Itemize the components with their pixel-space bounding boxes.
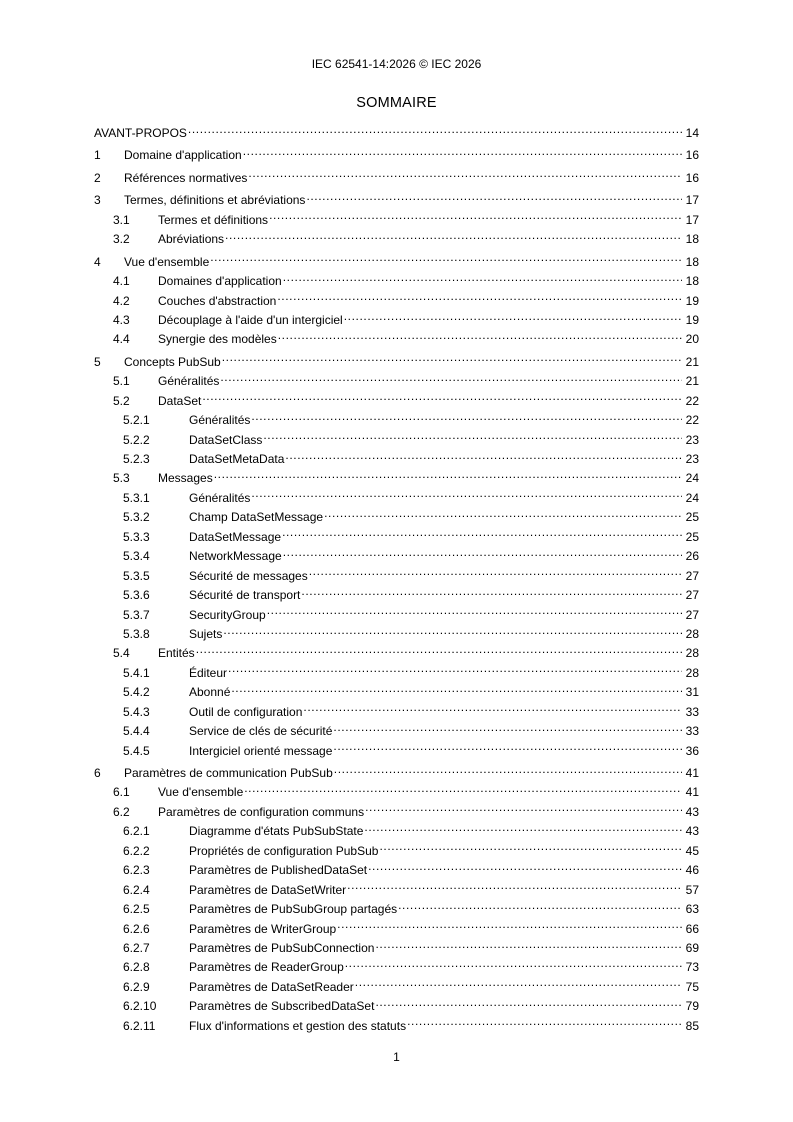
- toc-entry-title: Domaines d'application: [158, 274, 282, 289]
- toc-leader-dots: [202, 393, 682, 405]
- toc-entry[interactable]: [94, 191, 699, 210]
- toc-entry[interactable]: [94, 842, 699, 861]
- toc-leader-dots: [277, 293, 682, 305]
- toc-entry-number: 3: [94, 193, 101, 208]
- toc-entry[interactable]: [94, 489, 699, 508]
- toc-entry[interactable]: [94, 292, 699, 311]
- toc-entry-number: 5.4.1: [123, 665, 150, 680]
- toc-entry-title: Paramètres de DataSetWriter: [189, 882, 347, 897]
- toc-entry-page: 75: [685, 979, 699, 994]
- toc-entry-number: 4: [94, 254, 101, 269]
- toc-entry[interactable]: [94, 567, 699, 586]
- toc-entry-number: 5: [94, 354, 101, 369]
- toc-entry-number: 5.3.4: [123, 549, 150, 564]
- toc-entry-title: Sécurité de transport: [189, 588, 301, 603]
- toc-entry-page: 17: [685, 212, 699, 227]
- toc-entry-title: Intergiciel orienté message: [189, 743, 333, 758]
- toc-leader-dots: [368, 862, 682, 874]
- toc-entry-number: 5.2.3: [123, 452, 150, 466]
- toc-entry[interactable]: [94, 722, 699, 741]
- toc-leader-dots: [303, 704, 682, 716]
- toc-leader-dots: [225, 231, 682, 243]
- toc-entry-page: 79: [685, 999, 699, 1014]
- toc-entry[interactable]: [94, 272, 699, 291]
- toc-entry[interactable]: [94, 450, 699, 469]
- page-title: SOMMAIRE: [356, 95, 437, 111]
- toc-entry[interactable]: [94, 958, 699, 977]
- toc-entry[interactable]: [94, 353, 699, 372]
- toc-entry-page: 28: [685, 665, 699, 680]
- toc-entry-title: Service de clés de sécurité: [189, 724, 333, 739]
- toc-leader-dots: [243, 147, 682, 159]
- toc-entry-number: 6.2.4: [123, 882, 150, 897]
- toc-entry-number: 5.2: [113, 393, 130, 408]
- toc-leader-dots: [398, 901, 682, 913]
- toc-entry[interactable]: [94, 742, 699, 761]
- toc-entry[interactable]: [94, 311, 699, 330]
- toc-leader-dots: [267, 607, 682, 619]
- toc-leader-dots: [244, 784, 682, 796]
- toc-entry[interactable]: [94, 703, 699, 722]
- toc-leader-dots: [248, 170, 682, 182]
- toc-entry-title: Abonné: [189, 685, 231, 700]
- toc-leader-dots: [188, 125, 682, 137]
- toc-entry-page: 23: [685, 432, 699, 447]
- toc-entry[interactable]: [94, 881, 699, 900]
- toc-entry-title: Généralités: [189, 490, 251, 505]
- toc-entry-title: Paramètres de PublishedDataSet: [189, 863, 368, 878]
- toc-entry-page: 46: [685, 863, 699, 878]
- toc-entry[interactable]: [94, 372, 699, 391]
- toc-entry-title: Propriétés de configuration PubSub: [189, 843, 379, 858]
- toc-entry[interactable]: [94, 124, 699, 143]
- toc-entry[interactable]: [94, 547, 699, 566]
- toc-entry[interactable]: [94, 411, 699, 430]
- toc-entry-title: DataSetMetaData: [189, 452, 285, 466]
- toc-entry[interactable]: [94, 683, 699, 702]
- toc-entry[interactable]: [94, 330, 699, 349]
- toc-entry[interactable]: [94, 822, 699, 841]
- toc-leader-dots: [210, 254, 682, 266]
- toc-entry[interactable]: [94, 978, 699, 997]
- toc-entry-page: 24: [685, 490, 699, 505]
- toc-entry-title: SecurityGroup: [189, 607, 266, 622]
- toc-entry-page: 36: [685, 743, 699, 758]
- toc-entry-number: 5.4.4: [123, 724, 150, 739]
- toc-entry-page: 28: [685, 646, 699, 661]
- toc-entry[interactable]: [94, 392, 699, 411]
- toc-leader-dots: [365, 804, 682, 816]
- toc-entry-number: 2: [94, 170, 101, 185]
- toc-entry[interactable]: [94, 644, 699, 663]
- toc-entry-page: 43: [685, 824, 699, 839]
- toc-entry[interactable]: [94, 508, 699, 527]
- toc-entry-title: Vue d'ensemble: [124, 254, 210, 269]
- toc-entry[interactable]: [94, 997, 699, 1016]
- toc-leader-dots: [282, 529, 682, 541]
- toc-entry-page: 16: [685, 148, 699, 163]
- toc-entry-page: 21: [685, 374, 699, 389]
- table-of-contents: [94, 124, 699, 1036]
- toc-leader-dots: [214, 470, 682, 482]
- toc-leader-dots: [301, 587, 682, 599]
- toc-entry-page: 21: [685, 354, 699, 369]
- toc-entry-number: 5.2.1: [123, 413, 150, 428]
- toc-entry-number: 6.2.9: [123, 979, 150, 994]
- toc-entry-page: 41: [685, 785, 699, 800]
- toc-entry-number: 3.2: [113, 232, 130, 247]
- toc-entry[interactable]: [94, 431, 699, 450]
- toc-entry-number: 5.4: [113, 646, 130, 661]
- toc-entry-title: Concepts PubSub: [124, 354, 221, 369]
- toc-entry-number: 6.2: [113, 804, 130, 819]
- toc-entry-title: NetworkMessage: [189, 549, 282, 564]
- toc-entry-title: Paramètres de ReaderGroup: [189, 960, 344, 975]
- toc-entry[interactable]: [94, 469, 699, 488]
- toc-entry-page: 28: [685, 626, 699, 641]
- toc-entry-page: 57: [685, 882, 699, 897]
- toc-entry-title: DataSetClass: [189, 432, 263, 447]
- toc-entry-number: 5.4.3: [123, 704, 150, 719]
- toc-leader-dots: [251, 490, 682, 502]
- toc-entry-page: 27: [685, 607, 699, 622]
- toc-entry-title: Synergie des modèles: [158, 332, 277, 347]
- toc-entry-title: Flux d'informations et gestion des statuts: [189, 1018, 407, 1033]
- toc-entry[interactable]: [94, 146, 699, 165]
- toc-entry-number: 5.3.5: [123, 568, 150, 583]
- toc-entry-number: 4.1: [113, 274, 130, 289]
- toc-entry-number: 5.3.3: [123, 529, 150, 544]
- toc-leader-dots: [269, 212, 682, 224]
- toc-entry-title: DataSet: [158, 393, 202, 408]
- toc-entry-number: 6.1: [113, 785, 130, 800]
- toc-entry-page: 66: [685, 921, 699, 936]
- toc-entry[interactable]: [94, 764, 699, 783]
- toc-entry-title: Paramètres de SubscribedDataSet: [189, 999, 375, 1014]
- toc-leader-dots: [309, 568, 682, 580]
- toc-entry[interactable]: [94, 1017, 699, 1036]
- toc-entry-number: 6.2.2: [123, 843, 150, 858]
- toc-entry-number: 1: [94, 148, 101, 163]
- toc-entry-page: 26: [685, 549, 699, 564]
- toc-entry-number: 5.1: [113, 374, 130, 389]
- toc-entry-page: 31: [685, 685, 699, 700]
- toc-leader-dots: [347, 882, 682, 894]
- toc-entry-number: 6: [94, 766, 101, 780]
- toc-entry-title: Paramètres de configuration communs: [158, 804, 365, 819]
- toc-leader-dots: [220, 373, 682, 385]
- toc-entry-title: Diagramme d'états PubSubState: [189, 824, 364, 839]
- toc-entry[interactable]: [94, 861, 699, 880]
- toc-leader-dots: [344, 312, 682, 324]
- toc-entry[interactable]: [94, 253, 699, 272]
- toc-entry-page: 33: [685, 724, 699, 739]
- toc-entry-number: 6.2.11: [123, 1018, 156, 1033]
- toc-entry-number: 5.3.8: [123, 626, 150, 641]
- toc-leader-dots: [263, 432, 682, 444]
- toc-entry-page: 22: [685, 393, 699, 408]
- toc-entry-page: 27: [685, 568, 699, 583]
- toc-entry-page: 14: [685, 126, 699, 140]
- toc-entry-page: 18: [685, 232, 699, 247]
- toc-entry-page: 27: [685, 588, 699, 603]
- toc-entry-page: 19: [685, 293, 699, 308]
- toc-entry[interactable]: [94, 803, 699, 822]
- toc-entry-number: 6.2.7: [123, 940, 150, 955]
- toc-entry-title: Outil de configuration: [189, 704, 303, 719]
- toc-leader-dots: [231, 684, 682, 696]
- toc-leader-dots: [334, 765, 682, 777]
- toc-entry-page: 20: [685, 332, 699, 347]
- toc-leader-dots: [285, 451, 682, 463]
- toc-entry-number: 5.3.1: [123, 490, 150, 505]
- toc-entry-number: 6.2.10: [123, 999, 157, 1014]
- toc-entry[interactable]: [94, 783, 699, 802]
- toc-entry-page: 45: [685, 843, 699, 858]
- toc-entry-page: 19: [685, 312, 699, 327]
- toc-leader-dots: [379, 843, 682, 855]
- toc-entry-page: 25: [685, 510, 699, 525]
- toc-entry-title: DataSetMessage: [189, 529, 282, 544]
- page-number: 1: [393, 1050, 400, 1064]
- toc-entry-number: 5.3.6: [123, 588, 150, 603]
- toc-leader-dots: [278, 331, 682, 343]
- toc-entry[interactable]: [94, 900, 699, 919]
- toc-entry-page: 69: [685, 940, 699, 955]
- toc-entry-number: 4.4: [113, 332, 130, 347]
- toc-leader-dots: [283, 273, 682, 285]
- toc-entry[interactable]: [94, 586, 699, 605]
- toc-entry-title: Paramètres de WriterGroup: [189, 921, 337, 936]
- toc-entry-page: 16: [685, 170, 699, 185]
- toc-entry-number: 6.2.1: [123, 824, 150, 839]
- toc-entry[interactable]: [94, 169, 699, 188]
- toc-leader-dots: [324, 509, 682, 521]
- toc-entry-page: 73: [685, 960, 699, 975]
- toc-leader-dots: [333, 723, 682, 735]
- toc-entry[interactable]: [94, 230, 699, 249]
- toc-entry-page: 41: [685, 766, 699, 780]
- toc-leader-dots: [337, 921, 682, 933]
- toc-entry-page: 85: [685, 1018, 699, 1033]
- toc-entry-page: 33: [685, 704, 699, 719]
- toc-entry-title: Messages: [158, 471, 213, 486]
- toc-entry-title: Généralités: [158, 374, 220, 389]
- toc-entry-title: Sécurité de messages: [189, 568, 308, 583]
- toc-entry-number: 6.2.6: [123, 921, 150, 936]
- toc-entry-number: 4.3: [113, 312, 130, 327]
- toc-entry-number: 5.2.2: [123, 432, 150, 447]
- toc-entry-title: Termes et définitions: [158, 212, 269, 227]
- toc-entry-number: 5.3.7: [123, 607, 150, 622]
- toc-leader-dots: [345, 959, 682, 971]
- toc-entry[interactable]: [94, 211, 699, 230]
- toc-entry-title: Généralités: [189, 413, 251, 428]
- toc-entry-title: Termes, définitions et abréviations: [124, 193, 306, 208]
- toc-entry[interactable]: [94, 625, 699, 644]
- toc-entry-title: Couches d'abstraction: [158, 293, 277, 308]
- toc-entry-page: 25: [685, 529, 699, 544]
- toc-entry-number: 5.4.5: [123, 743, 150, 758]
- toc-entry-number: 6.2.3: [123, 863, 150, 878]
- toc-entry-title: Paramètres de communication PubSub: [124, 766, 333, 780]
- toc-entry-number: 5.3.2: [123, 510, 150, 525]
- document-header: IEC 62541-14:2026 © IEC 2026: [311, 57, 482, 71]
- toc-leader-dots: [375, 998, 682, 1010]
- toc-entry[interactable]: [94, 664, 699, 683]
- toc-entry-number: 5.3: [113, 471, 130, 486]
- toc-leader-dots: [223, 626, 682, 638]
- toc-entry-title: Paramètres de DataSetReader: [189, 979, 354, 994]
- toc-entry-number: 3.1: [113, 212, 130, 227]
- toc-entry-title: Champ DataSetMessage: [189, 510, 324, 525]
- toc-entry-page: 18: [685, 254, 699, 269]
- toc-entry-page: 17: [685, 193, 699, 208]
- toc-entry-title: Paramètres de PubSubGroup partagés: [189, 902, 398, 917]
- toc-leader-dots: [333, 743, 682, 755]
- toc-entry-title: Entités: [158, 646, 195, 661]
- toc-entry-title: Domaine d'application: [124, 148, 242, 163]
- toc-entry-number: 6.2.5: [123, 902, 150, 917]
- toc-entry-number: 5.4.2: [123, 685, 150, 700]
- toc-leader-dots: [228, 665, 682, 677]
- toc-entry-page: 18: [685, 274, 699, 289]
- toc-entry-page: 24: [685, 471, 699, 486]
- toc-entry-page: 43: [685, 804, 699, 819]
- toc-entry-title: Découplage à l'aide d'un intergiciel: [158, 312, 343, 327]
- toc-entry-number: 6.2.8: [123, 960, 150, 975]
- toc-entry-page: 22: [685, 413, 699, 428]
- toc-entry[interactable]: [94, 939, 699, 958]
- toc-leader-dots: [251, 412, 682, 424]
- toc-entry-title: Références normatives: [124, 170, 248, 185]
- toc-entry-title: Éditeur: [189, 665, 228, 680]
- toc-entry-title: Paramètres de PubSubConnection: [189, 940, 375, 955]
- toc-leader-dots: [407, 1018, 682, 1030]
- toc-leader-dots: [283, 548, 682, 560]
- toc-entry-title: AVANT-PROPOS: [94, 126, 187, 140]
- toc-entry-title: Sujets: [189, 626, 223, 641]
- toc-leader-dots: [222, 354, 682, 366]
- toc-leader-dots: [196, 645, 682, 657]
- toc-entry-number: 4.2: [113, 293, 130, 308]
- toc-leader-dots: [375, 940, 682, 952]
- toc-entry-page: 23: [685, 452, 699, 466]
- toc-leader-dots: [306, 192, 682, 204]
- toc-leader-dots: [364, 823, 682, 835]
- toc-entry-title: Vue d'ensemble: [158, 785, 244, 800]
- toc-entry[interactable]: [94, 606, 699, 625]
- toc-leader-dots: [355, 979, 682, 991]
- toc-entry[interactable]: [94, 528, 699, 547]
- toc-entry-title: Abréviations: [158, 232, 225, 247]
- toc-entry[interactable]: [94, 920, 699, 939]
- toc-entry-page: 63: [685, 902, 699, 917]
